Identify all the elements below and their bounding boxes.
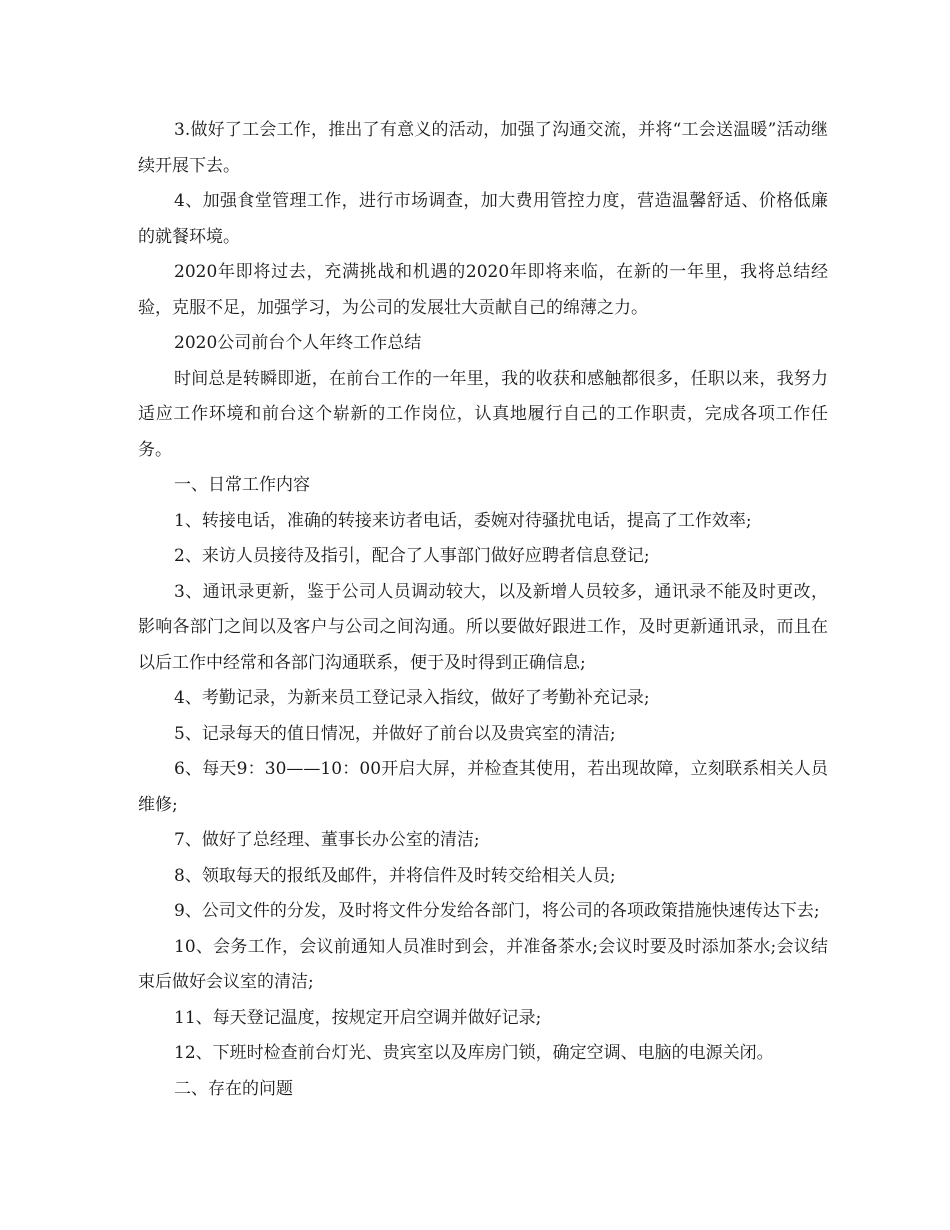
heading-daily-work: 一、日常工作内容 xyxy=(174,475,310,495)
paragraph-canteen-management: 4、加强食堂管理工作，进行市场调查，加大费用管控力度，营造温馨舒适、价格低廉的就餐环境。 xyxy=(138,191,828,247)
list-item-mail: 8、领取每天的报纸及邮件，并将信件及时转交给相关人员; xyxy=(174,865,616,886)
list-item-temperature: 11、每天登记温度，按规定开启空调并做好记录; xyxy=(174,1007,542,1028)
document-body xyxy=(138,113,828,1107)
list-item-documents: 9、公司文件的分发，及时将文件分发给各部门，将公司的各项政策措施快速传达下去; xyxy=(174,901,820,921)
list-item-office-cleaning: 7、做好了总经理、董事长办公室的清洁; xyxy=(174,830,480,850)
paragraph-intro: 时间总是转瞬即逝，在前台工作的一年里，我的收获和感触都很多，任职以来，我努力适应工作环境和前台这个崭新的工作岗位，认真地履行自己的工作职责，完成各项工作任务。 xyxy=(138,368,828,460)
list-item-attendance: 4、考勤记录，为新来员工登记录入指纹，做好了考勤补充记录; xyxy=(174,688,650,708)
heading-problems: 二、存在的问题 xyxy=(174,1078,293,1099)
paragraph-year-closing: 2020年即将过去，充满挑战和机遇的2020年即将来临，在新的一年里，我将总结经验，克服不足，加强学习，为公司的发展壮大贡献自己的绵薄之力。 xyxy=(138,262,828,318)
list-item-duty-record: 5、记录每天的值日情况，并做好了前台以及贵宾室的清洁; xyxy=(174,723,616,744)
list-item-phone: 1、转接电话，准确的转接来访者电话，委婉对待骚扰电话，提高了工作效率; xyxy=(174,510,752,531)
list-item-meetings: 10、会务工作，会议前通知人员准时到会，并准备茶水;会议时要及时添加茶水;会议结束后做好会议室的清洁; xyxy=(138,936,828,992)
list-item-screen: 6、每天9：30——10：00开启大屏，并检查其使用，若出现故障，立刻联系相关人员维修; xyxy=(138,759,828,815)
list-item-visitors: 2、来访人员接待及指引，配合了人事部门做好应聘者信息登记; xyxy=(174,546,650,566)
paragraph-union-work: 3.做好了工会工作，推出了有意义的活动，加强了沟通交流，并将“工会送温暖”活动继续开展下去。 xyxy=(138,120,828,176)
list-item-directory: 3、通讯录更新，鉴于公司人员调动较大，以及新增人员较多，通讯录不能及时更改，影响各部门之间以及客户与公司之间沟通。所以要做好跟进工作，及时更新通讯录，而且在以后工作中经常和各部门沟通联系，便于及时得到正确信息; xyxy=(138,581,828,673)
list-item-closing-check: 12、下班时检查前台灯光、贵宾室以及库房门锁，确定空调、电脑的电源关闭。 xyxy=(174,1043,774,1063)
section-title: 2020公司前台个人年终工作总结 xyxy=(174,333,422,353)
